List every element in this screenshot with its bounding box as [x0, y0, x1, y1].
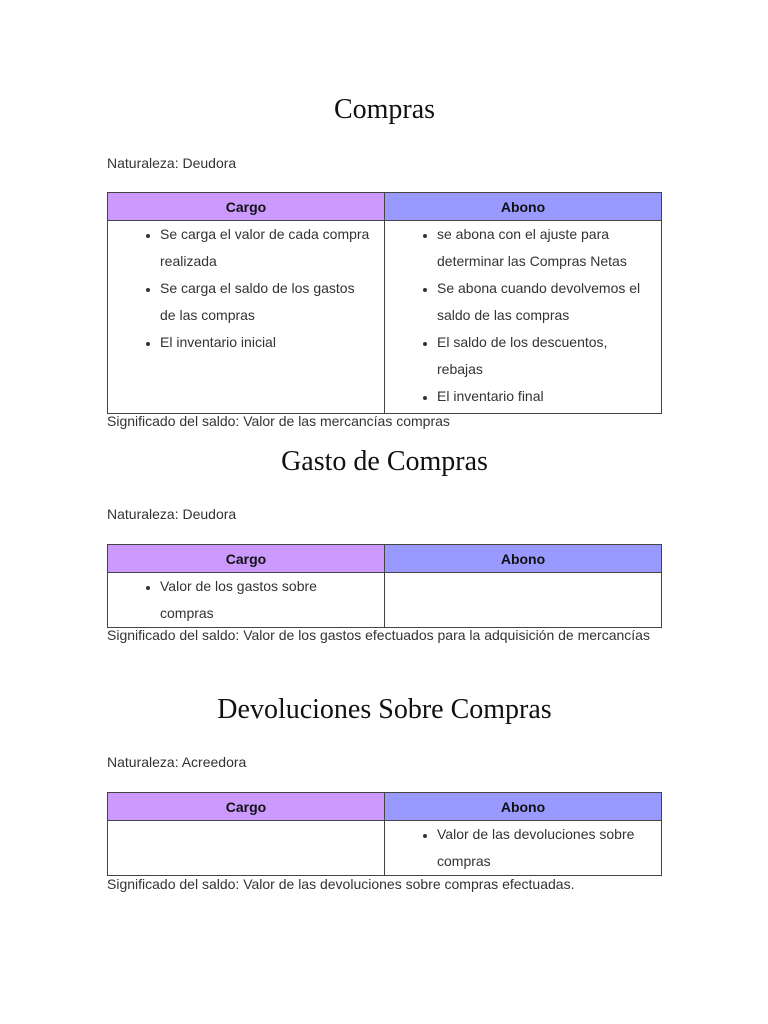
cargo-list	[108, 221, 384, 356]
list-item: • se abona con el ajuste para determinar las Compras Netas	[437, 221, 647, 275]
table-row	[108, 221, 662, 414]
list-item: • Se abona cuando devolvemos el saldo de las compras	[437, 275, 647, 329]
abono-cell	[385, 221, 662, 414]
significado-text: Significado del saldo: Valor de las devoluciones sobre compras efectuadas.	[107, 876, 575, 892]
list-item: • Valor de los gastos sobre compras	[160, 573, 344, 627]
table-row	[108, 821, 662, 876]
cargo-header: Cargo	[108, 545, 385, 573]
abono-header: Abono	[385, 545, 662, 573]
cargo-cell	[108, 821, 385, 876]
table-header-row	[108, 193, 662, 221]
account-table	[107, 192, 662, 414]
table-row	[108, 573, 662, 628]
table-header-row	[108, 545, 662, 573]
cargo-list	[108, 573, 384, 627]
naturaleza-label: Naturaleza: Deudora	[107, 506, 237, 522]
naturaleza-label: Naturaleza: Acreedora	[107, 754, 247, 770]
abono-cell	[385, 573, 662, 628]
abono-header: Abono	[385, 793, 662, 821]
significado-text: Significado del saldo: Valor de los gastos efectuados para la adquisición de mercancías	[107, 627, 650, 643]
cargo-header: Cargo	[108, 193, 385, 221]
list-item: • Valor de las devoluciones sobre compras	[437, 821, 653, 875]
section-title: Devoluciones Sobre Compras	[217, 694, 552, 725]
list-item: • El saldo de los descuentos, rebajas	[437, 329, 647, 383]
significado-text: Significado del saldo: Valor de las mercancías compras	[107, 413, 450, 429]
abono-list	[385, 821, 661, 875]
abono-header: Abono	[385, 193, 662, 221]
account-table	[107, 792, 662, 876]
account-table	[107, 544, 662, 628]
abono-list	[385, 221, 661, 410]
section-title: Compras	[333, 94, 436, 125]
abono-cell	[385, 821, 662, 876]
list-item: • El inventario final	[437, 383, 647, 410]
section-title: Gasto de Compras	[281, 446, 488, 477]
list-item: • El inventario inicial	[160, 329, 374, 356]
cargo-cell	[108, 221, 385, 414]
cargo-cell	[108, 573, 385, 628]
naturaleza-label: Naturaleza: Deudora	[107, 155, 237, 171]
list-item: • Se carga el saldo de los gastos de las compras	[160, 275, 374, 329]
list-item: • Se carga el valor de cada compra realizada	[160, 221, 374, 275]
cargo-header: Cargo	[108, 793, 385, 821]
table-header-row	[108, 793, 662, 821]
